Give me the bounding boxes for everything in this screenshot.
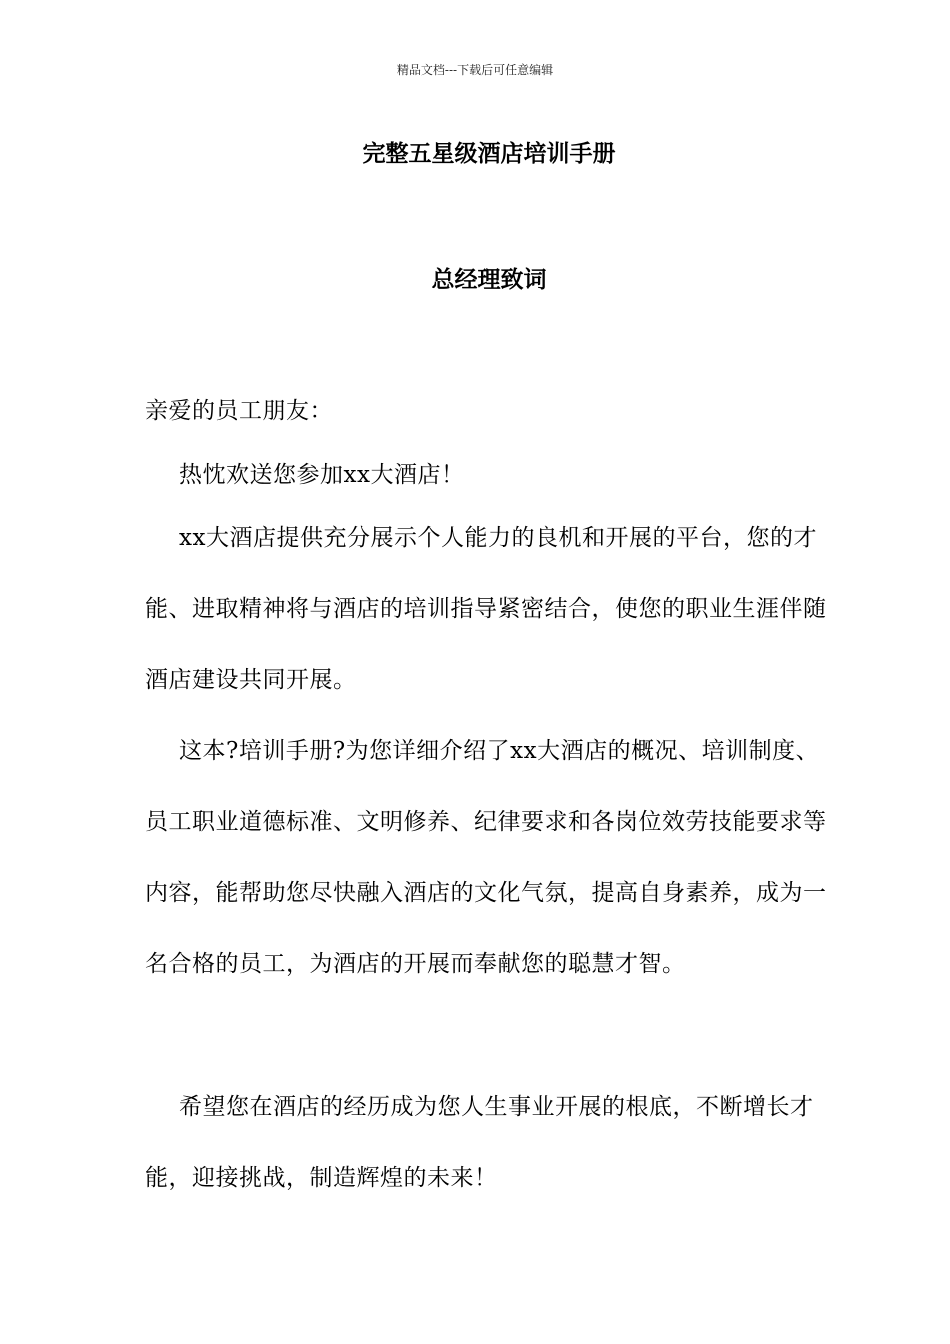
paragraph-platform: xx大酒店提供充分展示个人能力的良机和开展的平台，您的才能、进取精神将与酒店的培训指导紧密结合，使您的职业生涯伴随酒店建设共同开展。 bbox=[145, 525, 827, 693]
document-title: 完整五星级酒店培训手册 bbox=[362, 140, 616, 167]
salutation: 亲爱的员工朋友： bbox=[145, 398, 333, 424]
section-title: 总经理致词 bbox=[431, 266, 547, 293]
paragraph-manual-intro: 这本?培训手册?为您详细介绍了xx大酒店的概况、培训制度、员工职业道德标准、文明修养、纪律要求和各岗位效劳技能要求等内容，能帮助您尽快融入酒店的文化气氛，提高自身素养，成为一名合格的员工，为酒店的开展而奉献您的聪慧才智。 bbox=[145, 738, 827, 977]
paragraph-welcome: 热忱欢送您参加xx大酒店！ bbox=[179, 462, 465, 488]
paragraph-hope: 希望您在酒店的经历成为您人生事业开展的根底，不断增长才能，迎接挑战，制造辉煌的未来！ bbox=[145, 1094, 814, 1191]
header-note: 精品文档---下载后可任意编辑 bbox=[396, 63, 554, 77]
